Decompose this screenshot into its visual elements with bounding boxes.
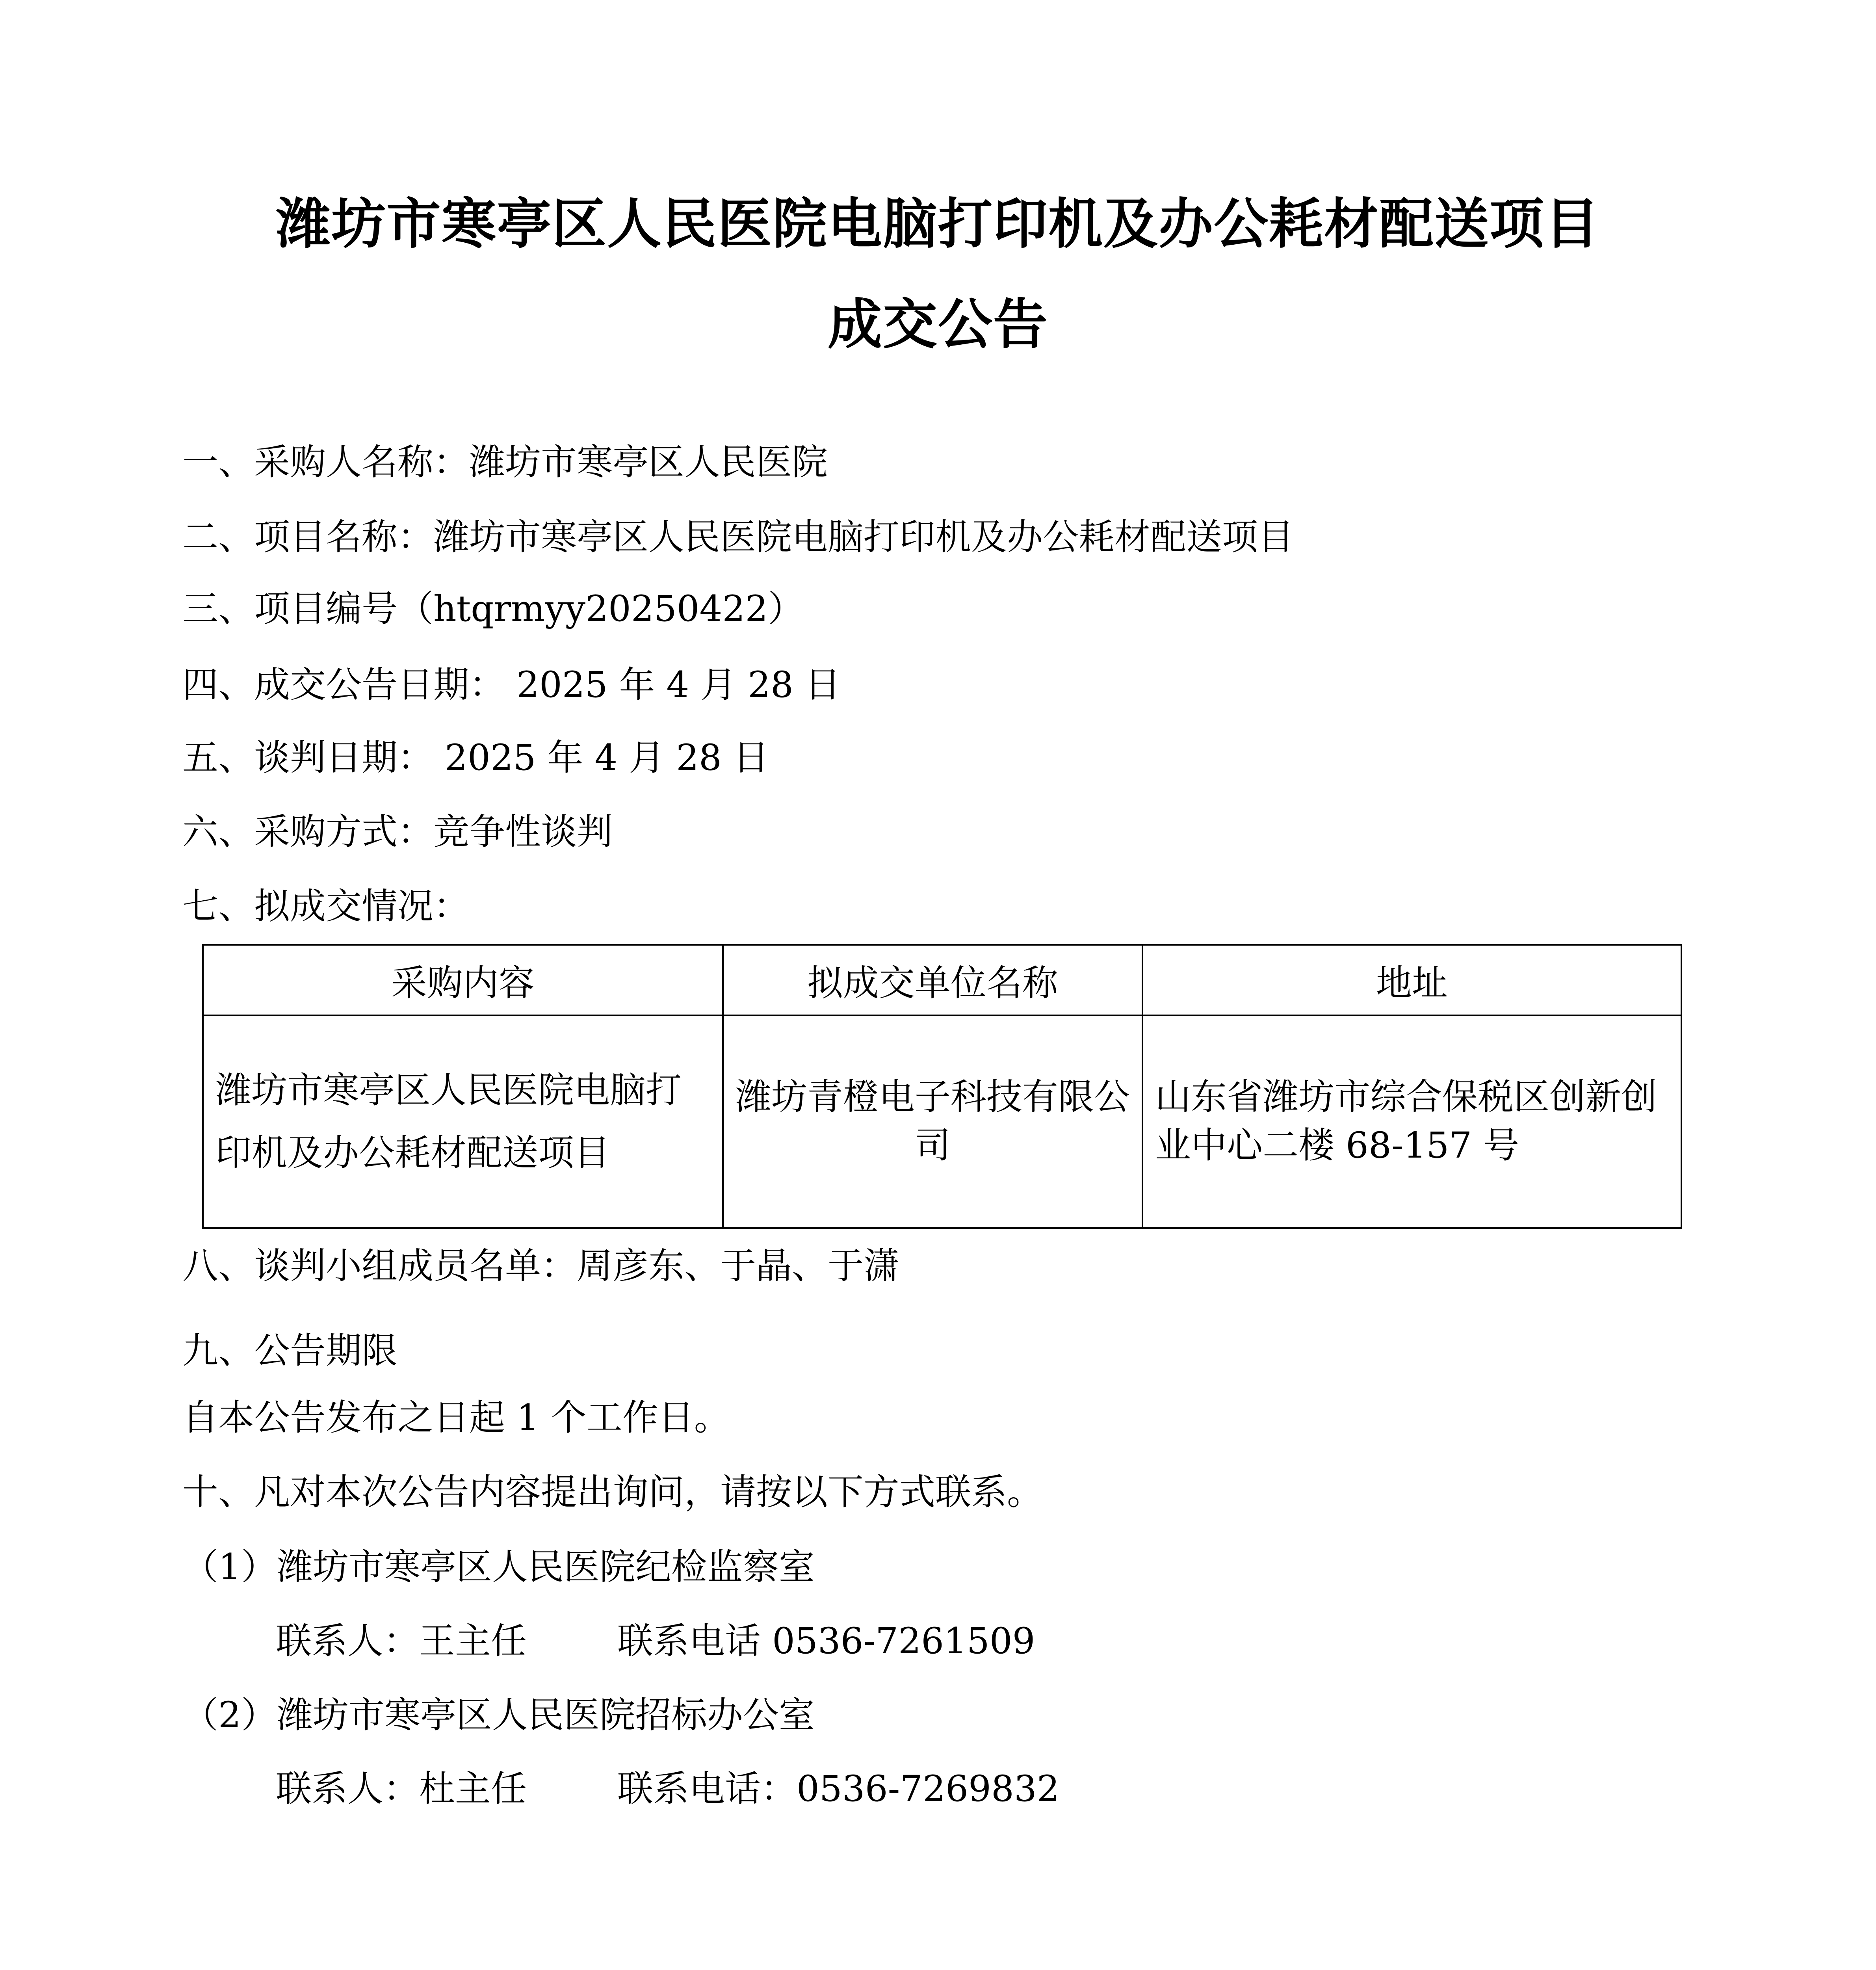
table-header-row: [203, 945, 1681, 1015]
contact-dept-2: （2）潍坊市寒亭区人民医院招标办公室: [182, 1695, 815, 1736]
contact-phone-2: 联系电话：0536-7269832: [617, 1768, 1060, 1810]
period-text: 自本公告发布之日起 1 个工作日。: [182, 1397, 730, 1438]
contact-dept-1: （1）潍坊市寒亭区人民医院纪检监察室: [182, 1546, 815, 1588]
contact-person-1: 联系人：王主任: [276, 1621, 527, 1662]
panel-members-line: 八、谈判小组成员名单：周彦东、于晶、于潇: [182, 1245, 900, 1287]
document-title-line1: 潍坊市寒亭区人民医院电脑打印机及办公耗材配送项目: [276, 192, 1600, 256]
table-header-address: 地址: [1142, 945, 1681, 1015]
table-cell-content: 潍坊市寒亭区人民医院电脑打印机及办公耗材配送项目: [203, 1015, 723, 1228]
project-name-line: 二、项目名称：潍坊市寒亭区人民医院电脑打印机及办公耗材配送项目: [182, 517, 1294, 558]
table-cell-supplier: 潍坊青橙电子科技有限公司: [723, 1015, 1142, 1228]
contact-info-1: [276, 1621, 1035, 1662]
document-title-line2: 成交公告: [827, 293, 1048, 356]
announcement-date-line: 四、成交公告日期： 2025 年 4 月 28 日: [182, 664, 841, 706]
contact-heading: 十、凡对本次公告内容提出询问，请按以下方式联系。: [182, 1472, 1043, 1513]
table-cell-address: 山东省潍坊市综合保税区创新创业中心二楼 68-157 号: [1142, 1015, 1681, 1228]
contact-info-2: [276, 1768, 1060, 1810]
proposed-award-heading: 七、拟成交情况：: [182, 886, 470, 927]
table-header-supplier: 拟成交单位名称: [723, 945, 1142, 1015]
table-header-content: 采购内容: [203, 945, 723, 1015]
buyer-line: 一、采购人名称：潍坊市寒亭区人民医院: [182, 442, 828, 483]
negotiation-date-line: 五、谈判日期： 2025 年 4 月 28 日: [182, 737, 769, 779]
project-number-line: 三、项目编号（htqrmyy20250422）: [182, 588, 804, 630]
award-table: [202, 944, 1682, 1229]
table-row: [203, 1015, 1681, 1228]
contact-phone-1: 联系电话 0536-7261509: [617, 1621, 1035, 1662]
procurement-method-line: 六、采购方式：竞争性谈判: [182, 811, 613, 853]
contact-person-2: 联系人：杜主任: [276, 1768, 527, 1810]
period-heading: 九、公告期限: [182, 1330, 398, 1372]
